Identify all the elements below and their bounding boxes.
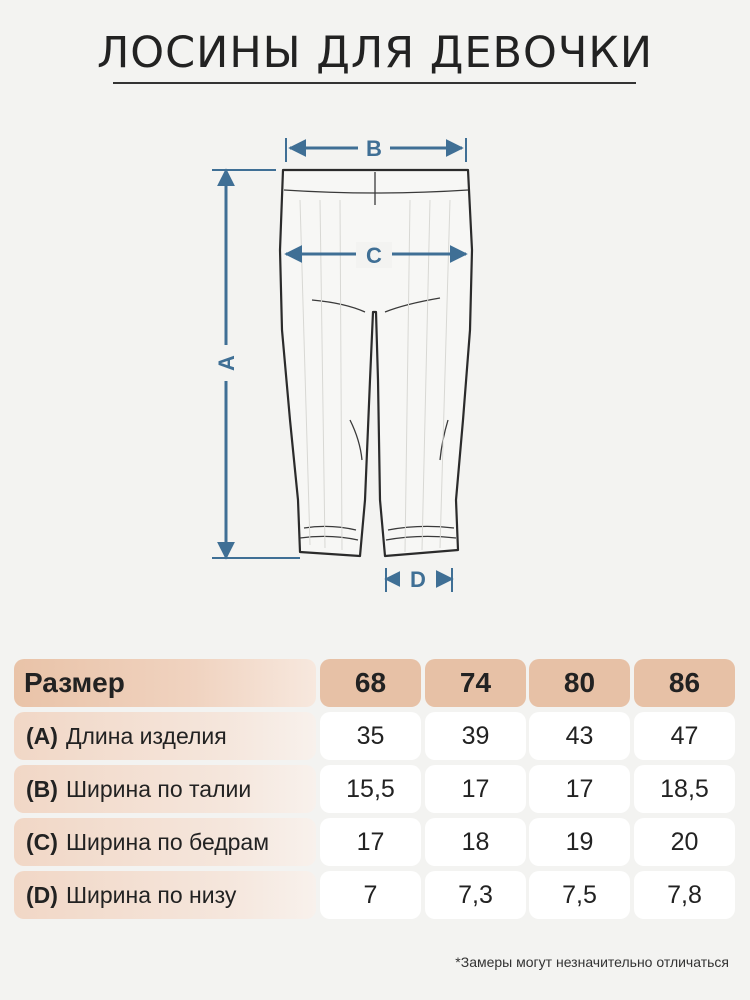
table-cell: 17 (425, 765, 526, 813)
table-cell: 7,8 (634, 871, 735, 919)
table-cell: 17 (320, 818, 421, 866)
table-row (14, 712, 735, 760)
label-d: D (410, 567, 426, 592)
table-cell: 7 (320, 871, 421, 919)
row-code: (A) (26, 722, 58, 749)
row-label (14, 818, 316, 866)
table-cell: 17 (529, 765, 630, 813)
row-code: (D) (26, 881, 58, 908)
table-cell: 18,5 (634, 765, 735, 813)
label-b: B (366, 136, 382, 161)
row-label (14, 871, 316, 919)
table-cell: 18 (425, 818, 526, 866)
table-header-row (14, 659, 735, 707)
size-header: 86 (634, 659, 735, 707)
row-code: (C) (26, 828, 58, 855)
row-name: Длина изделия (65, 722, 227, 749)
disclaimer-note: *Замеры могут незначительно отличаться (455, 954, 729, 970)
row-label (14, 712, 316, 760)
table-cell: 20 (634, 818, 735, 866)
table-cell: 47 (634, 712, 735, 760)
row-name: Ширина по талии (65, 775, 252, 802)
table-cell: 19 (529, 818, 630, 866)
label-a: A (214, 355, 239, 371)
table-cell: 7,5 (529, 871, 630, 919)
page-title: ЛОСИНЫ ДЛЯ ДЕВОЧКИ (96, 28, 654, 78)
row-name: Ширина по бедрам (65, 828, 270, 855)
table-row (14, 871, 735, 919)
table-cell: 35 (320, 712, 421, 760)
header-label: Размер (14, 659, 316, 707)
table-cell: 15,5 (320, 765, 421, 813)
table-cell: 7,3 (425, 871, 526, 919)
table-row (14, 818, 735, 866)
size-header: 80 (529, 659, 630, 707)
table-row (14, 765, 735, 813)
label-c: C (366, 243, 382, 268)
table-cell: 43 (529, 712, 630, 760)
row-name: Ширина по низу (65, 881, 237, 908)
size-header: 74 (425, 659, 526, 707)
row-label (14, 765, 316, 813)
table-cell: 39 (425, 712, 526, 760)
size-header: 68 (320, 659, 421, 707)
row-code: (B) (26, 775, 58, 802)
